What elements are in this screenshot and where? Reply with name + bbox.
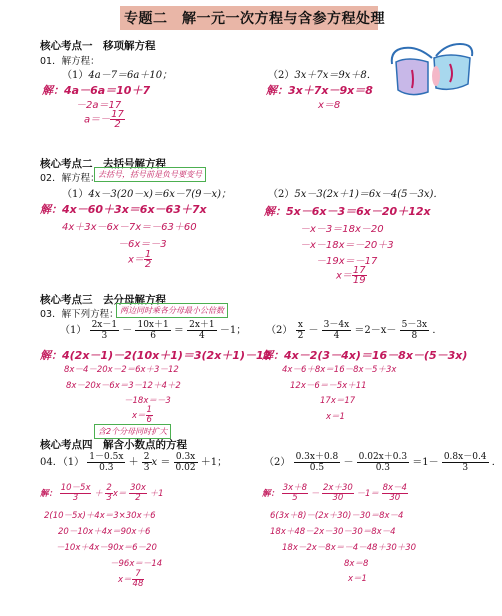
solution-4-1-step-6: x＝ $\frac{7}{48}$ xyxy=(118,569,144,589)
solution-2-2-step-5: x＝ $\frac{17}{19}$ xyxy=(336,265,366,286)
solution-4-1-step-4: －10x＋4x－90x＝6－20 xyxy=(56,543,157,553)
section-heading-2: 核心考点二 去括号解方程 xyxy=(40,158,166,170)
solution-4-2-step-2: 6(3x＋8)－(2x＋30)－30＝8x－4 xyxy=(270,511,404,521)
solution-4-2-step-3: 18x＋48－2x－30－30＝8x－4 xyxy=(270,527,396,537)
solution-3-2-step-4: 17x＝17 xyxy=(320,396,356,406)
face-mask-illustration-icon xyxy=(388,36,476,104)
solution-1-1-step-1: 解：4a－6a＝10＋7 xyxy=(42,84,151,97)
question-label-1: 01．解方程： xyxy=(40,56,100,67)
problem-1-1: （1）4a－7＝6a＋10； xyxy=(62,70,173,81)
problem-3-2: （2） $\frac{x}{2}$ － $\frac{3-4x}{4}$ ＝2－x－ $\frac{5-3x}{8}$ ． xyxy=(266,320,443,341)
teacher-note-2: 去括号，括号前是负号要变号 xyxy=(94,167,206,182)
problem-2-2: （2）5x－3(2x＋1)＝6x－4(5－3x)． xyxy=(268,189,444,200)
solution-2-1-step-2: 4x＋3x－6x－7x＝－63＋60 xyxy=(62,222,197,233)
solution-3-2-step-1: 解：4x－2(3－4x)＝16－8x－(5－3x) xyxy=(262,349,468,362)
problem-3-1: （1） $\frac{2x-1}{3}$ － $\frac{10x+1}{6}$ ＝ $\frac{2x+1}{4}$ －1； xyxy=(60,320,247,341)
solution-4-1-step-5: －96x＝－14 xyxy=(110,559,163,569)
solution-4-1-step-1: 解： $\frac{10-5x}{3}$ ＋ $\frac{2}{3}$ x＝ $\frac{30x}{2}$ ＋1 xyxy=(40,483,164,503)
problem-4-2: （2） $\frac{0.3x+0.8}{0.5}$ － $\frac{0.02x+0.3}{0.3}$ ＝1－ $\frac{0.8x-0.4}{3}$ ． xyxy=(264,452,502,473)
solution-3-1-step-3: 8x－20x－6x＝3－12＋4＋2 xyxy=(66,381,181,391)
problem-2-1: （1）4x－3(20－x)＝6x－7(9－x)； xyxy=(62,189,232,200)
solution-3-1-step-2: 8x－4－20x－2＝6x＋3－12 xyxy=(64,365,179,375)
solution-3-1-step-5: x＝ $\frac{1}{6}$ xyxy=(132,405,152,425)
section-heading-3: 核心考点三 去分母解方程 xyxy=(40,294,166,306)
problem-1-2: （2）3x＋7x＝9x＋8． xyxy=(268,70,377,81)
solution-4-1-step-3: 20－10x＋4x＝90x＋6 xyxy=(58,527,151,537)
solution-4-2-step-5: 8x＝8 xyxy=(344,559,369,569)
question-label-2: 02．解方程： xyxy=(40,173,100,184)
solution-1-2-step-1: 解：3x＋7x－9x＝8 xyxy=(266,84,373,97)
solution-2-2-step-3: －x－18x＝－20＋3 xyxy=(300,240,394,251)
solution-3-2-step-3: 12x－6＝－5x＋11 xyxy=(290,381,367,391)
solution-1-1-step-2: －2a＝17 xyxy=(76,100,122,111)
solution-4-1-step-2: 2(10－5x)＋4x＝3×30x＋6 xyxy=(44,511,156,521)
solution-2-1-step-4: x＝ $\frac{1}{2}$ xyxy=(128,249,152,270)
solution-3-1-step-4: －18x＝－3 xyxy=(124,396,171,406)
teacher-note-3: 两边同时乘各分母最小公倍数 xyxy=(116,303,228,318)
section-heading-4: 核心考点四 解含小数点的方程 xyxy=(40,439,187,451)
solution-4-2-step-6: x＝1 xyxy=(348,574,367,584)
solution-1-2-step-2: x＝8 xyxy=(318,100,341,111)
solution-2-2-step-1: 解：5x－6x－3＝6x－20＋12x xyxy=(264,205,431,218)
teacher-note-3b: 含2个分母同时扩大 xyxy=(94,424,171,439)
solution-4-2-step-1: 解： $\frac{3x+8}{5}$ － $\frac{2x+30}{30}$ －1＝ $\frac{8x-4}{30}$ xyxy=(262,483,407,503)
solution-3-2-step-2: 4x－6＋8x＝16－8x－5＋3x xyxy=(282,365,397,375)
solution-2-2-step-2: －x－3＝18x－20 xyxy=(300,224,384,235)
solution-3-1-step-1: 解：4(2x－1)－2(10x＋1)＝3(2x＋1)－12 xyxy=(40,349,272,362)
solution-2-1-step-3: －6x＝－3 xyxy=(118,239,167,250)
problem-4-1: 04．（1） $\frac{1-0.5x}{0.3}$ ＋ $\frac{2}{3}$ x ＝ $\frac{0.3x}{0.02}$ ＋1； xyxy=(40,452,228,473)
solution-3-2-step-5: x＝1 xyxy=(326,412,345,422)
solution-1-1-step-3: a＝－ $\frac{17}{2}$ xyxy=(84,109,124,130)
solution-2-2-step-4: －19x＝－17 xyxy=(316,256,378,267)
solution-4-2-step-4: 18x－2x－8x＝－4－48＋30＋30 xyxy=(282,543,417,553)
question-label-3: 03．解下列方程： xyxy=(40,309,119,320)
section-heading-1: 核心考点一 移项解方程 xyxy=(40,40,156,52)
solution-2-1-step-1: 解：4x－60＋3x＝6x－63＋7x xyxy=(40,203,207,216)
page-title: 专题二 解一元一次方程与含参方程处理 xyxy=(124,11,385,27)
